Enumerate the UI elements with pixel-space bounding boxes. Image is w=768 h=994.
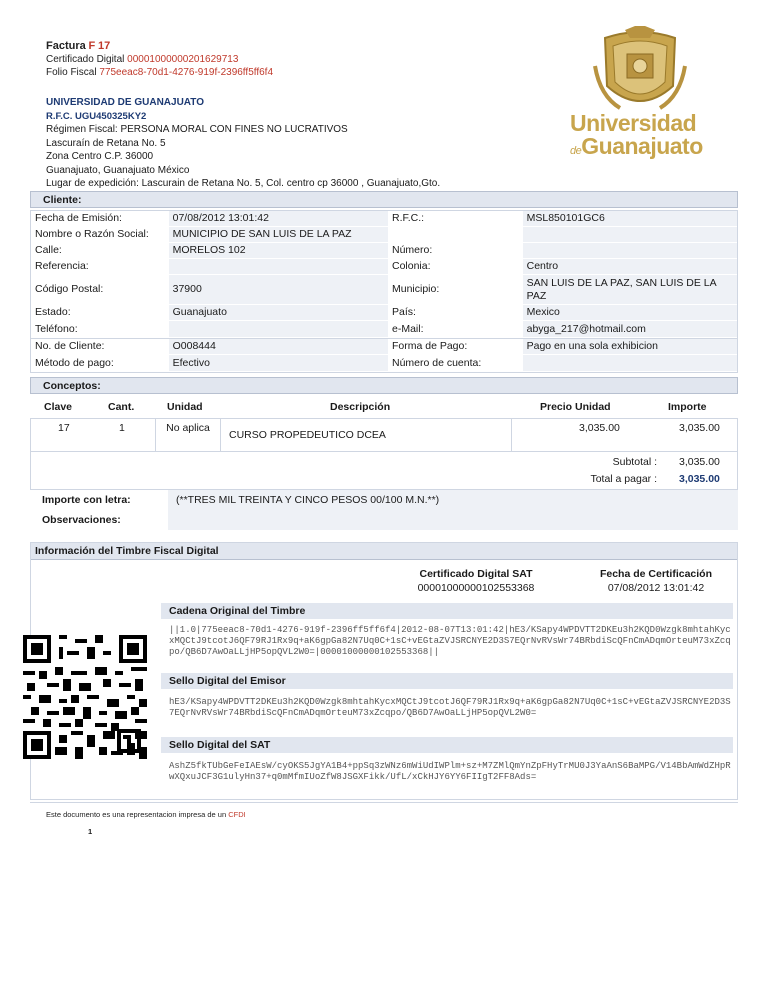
logo-word-de: de	[570, 145, 582, 157]
fecha-cert-value: 07/08/2012 13:01:42	[607, 582, 705, 594]
cliente-section-title: Cliente:	[30, 191, 738, 208]
pago-grid	[30, 338, 738, 373]
footer-cfdi: CFDI	[228, 810, 246, 819]
factura-folio: 17	[98, 40, 111, 52]
nocliente-value: O008444	[169, 339, 388, 354]
pais-label: País:	[388, 305, 523, 320]
cuenta-label: Número de cuenta:	[388, 355, 523, 371]
fecha-label: Fecha de Emisión:	[31, 211, 169, 226]
metodo-value: Efectivo	[169, 355, 388, 371]
observaciones-row	[30, 510, 738, 530]
footer-note	[46, 810, 246, 819]
municipio-label: Municipio:	[388, 275, 523, 304]
cuenta-value	[523, 355, 737, 371]
col-clave: Clave	[44, 401, 73, 413]
page-number: 1	[88, 827, 93, 836]
calle-value: MORELOS 102	[169, 243, 388, 258]
factura-serie: F	[88, 40, 96, 52]
total-label: Total a pagar :	[590, 473, 657, 485]
row-descripcion: CURSO PROPEDEUTICO DCEA	[229, 429, 386, 441]
total-value: 3,035.00	[679, 473, 720, 485]
issuer-address-1: Lascuraín de Retana No. 5	[46, 137, 166, 149]
table-row	[30, 418, 738, 452]
cp-label: Código Postal:	[31, 275, 169, 304]
qr-code-icon	[23, 635, 147, 759]
cadena-label: Cadena Original del Timbre	[161, 603, 733, 619]
invoice-header	[46, 40, 273, 79]
row-unidad: No aplica	[166, 422, 210, 434]
issuer-address-3: Guanajuato, Guanajuato México	[46, 164, 190, 176]
sello-emisor-label: Sello Digital del Emisor	[161, 673, 733, 689]
forma-value: Pago en una sola exhibicion	[523, 339, 737, 354]
municipio-value: SAN LUIS DE LA PAZ, SAN LUIS DE LA PAZ	[523, 275, 737, 304]
col-cant: Cant.	[108, 401, 135, 413]
university-seal-icon	[565, 26, 715, 116]
logo-word-guanajuato-text: Guanajuato	[581, 133, 703, 159]
col-descripcion: Descripción	[330, 401, 391, 413]
forma-label: Forma de Pago:	[388, 339, 523, 354]
letra-value: (**TRES MIL TREINTA Y CINCO PESOS 00/100 M.N.**)	[168, 490, 738, 510]
referencia-value	[169, 259, 388, 274]
issuer-regimen: Régimen Fiscal: PERSONA MORAL CON FINES NO LUCRATIVOS	[46, 124, 348, 135]
col-unidad: Unidad	[167, 401, 203, 413]
issuer-name: UNIVERSIDAD DE GUANAJUATO	[46, 97, 204, 108]
factura-label: Factura	[46, 40, 86, 52]
issuer-block	[46, 96, 440, 191]
cp-value: 37900	[169, 275, 388, 304]
col-precio: Precio Unidad	[540, 401, 611, 413]
estado-value: Guanajuato	[169, 305, 388, 320]
logo-word-guanajuato	[570, 133, 703, 160]
subtotal-value: 3,035.00	[679, 456, 720, 468]
importe-letra-row	[30, 490, 738, 510]
numero-label: Número:	[388, 243, 523, 258]
cert-sat-label: Certificado Digital SAT	[419, 568, 533, 580]
issuer-address-2: Zona Centro C.P. 36000	[46, 151, 154, 162]
obs-label: Observaciones:	[42, 514, 121, 526]
fecha-cert-label: Fecha de Certificación	[599, 568, 713, 580]
rfc-label: R.F.C.:	[388, 211, 523, 226]
letra-label: Importe con letra:	[42, 494, 131, 506]
folio-fiscal-value: 775eeac8-70d1-4276-919f-2396ff5ff6f4	[99, 67, 274, 78]
logo-word-universidad: Universidad	[570, 110, 697, 136]
nombre-label: Nombre o Razón Social:	[31, 227, 169, 242]
timbre-fiscal-block	[30, 542, 738, 800]
conceptos-section-title: Conceptos:	[30, 377, 738, 394]
folio-fiscal-label: Folio Fiscal	[46, 67, 97, 78]
colonia-value: Centro	[523, 259, 737, 274]
calle-label: Calle:	[31, 243, 169, 258]
estado-label: Estado:	[31, 305, 169, 320]
issuer-lugar: Lugar de expedición: Lascurain de Retana No. 5, Col. centro cp 36000 , Guanajuato,Gto.	[46, 178, 441, 189]
telefono-label: Teléfono:	[31, 321, 169, 337]
colonia-label: Colonia:	[388, 259, 523, 274]
footer-text: Este documento es una representacion impresa de un	[46, 810, 227, 819]
referencia-label: Referencia:	[31, 259, 169, 274]
row-precio: 3,035.00	[579, 422, 620, 434]
cadena-value: ||1.0|775eeac8-70d1-4276-919f-2396ff5ff6f4|2012-08-07T13:01:42|hE3/KSapy4WPDVTT2DKEu3h2KQD0Wzgk8mhtahKycxMQCtJ9tcotJ6QF79RJ1Rx9q+aK6gpGa82N7Uq0C+1sC+vEGtaZVJSRCNYE2D3S7EQrNvRVsWr74BRbdiScQFnCmADqmOrteuM73xZcqpo/QB6D7AwOaLLjHP5opQVL2W0=|00001000000102553368||	[169, 625, 731, 657]
university-logo	[565, 26, 715, 176]
cliente-grid	[30, 210, 738, 339]
col-importe: Importe	[668, 401, 707, 413]
rfc-value: MSL850101GC6	[523, 211, 737, 226]
timbre-title: Información del Timbre Fiscal Digital	[31, 543, 737, 560]
cert-sat-value: 00001000000102553368	[417, 582, 535, 594]
certificado-label: Certificado Digital	[46, 54, 125, 65]
sello-emisor-value: hE3/KSapy4WPDVTT2DKEu3h2KQD0Wzgk8mhtahKycxMQCtJ9tcotJ6QF79RJ1Rx9q+aK6gpGa82N7Uq0C+1sC+vEGtaZVJSRCNYE2D3S7EQrNvRVsWr74BRbdiScQFnCmADqmOrteuM73xZcqpo/QB6D7AwOaLLjHP5opQVL2W0=	[169, 697, 731, 718]
row-cant: 1	[119, 422, 125, 434]
metodo-label: Método de pago:	[31, 355, 169, 371]
nombre-value: MUNICIPIO DE SAN LUIS DE LA PAZ	[169, 227, 388, 242]
totals-block	[30, 452, 738, 490]
sello-sat-label: Sello Digital del SAT	[161, 737, 733, 753]
email-label: e-Mail:	[388, 321, 523, 337]
subtotal-label: Subtotal :	[612, 456, 657, 468]
row-clave: 17	[58, 422, 70, 434]
sello-sat-value: AshZ5fkTUbGeFeIAEsW/cyOKS5JgYA1B4+ppSq3zWNz6mWiUdIWPlm+sz+M7ZMlQmYnZpFHyTrMU0J3YaAnS6BaMPG/V14BbAmWdZHpRwXQxuJCF3G1ulyHn37+q0mMfmIUoZfW8JSGXFikk/UfL/xCkHJY6YY6FIIgT2FF8Ads=	[169, 761, 731, 782]
email-value: abyga_217@hotmail.com	[523, 321, 737, 337]
obs-value	[168, 510, 738, 530]
conceptos-header	[30, 398, 738, 416]
certificado-value: 00001000000201629713	[127, 54, 239, 65]
nocliente-label: No. de Cliente:	[31, 339, 169, 354]
row-importe: 3,035.00	[679, 422, 720, 434]
numero-value	[523, 243, 737, 258]
telefono-value	[169, 321, 388, 337]
issuer-rfc: R.F.C. UGU450325KY2	[46, 110, 147, 122]
pais-value: Mexico	[523, 305, 737, 320]
fecha-value: 07/08/2012 13:01:42	[169, 211, 388, 226]
